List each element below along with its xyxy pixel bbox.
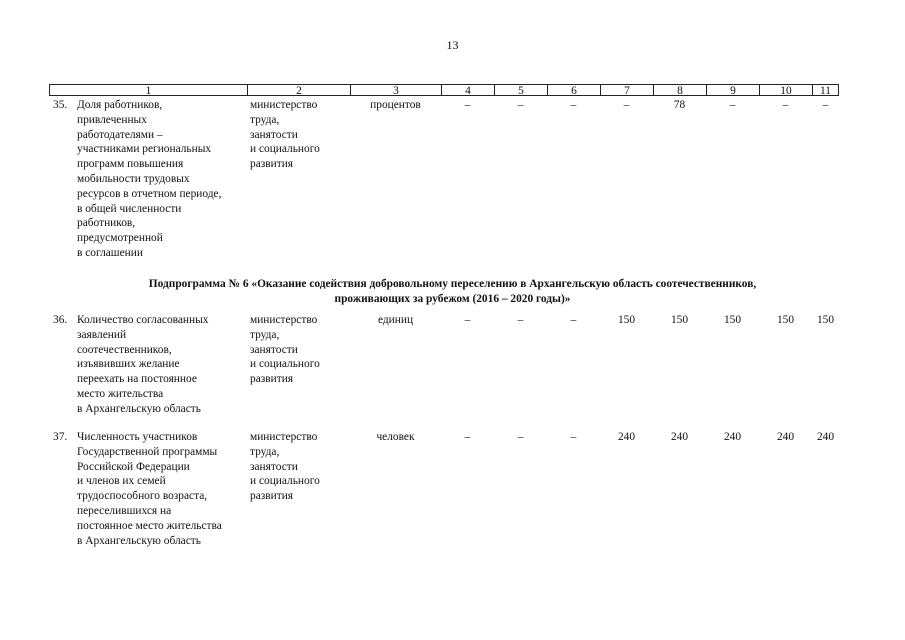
value-col-8: 78 (673, 99, 686, 111)
value-col-4: – (464, 431, 471, 443)
value-col-8: 240 (670, 431, 689, 443)
value-col-8: 150 (670, 314, 689, 326)
value-col-5: – (517, 314, 524, 326)
column-header-7: 7 (600, 84, 653, 96)
column-header-11: 11 (812, 84, 839, 96)
value-col-7: 150 (617, 314, 636, 326)
column-header-2: 2 (247, 84, 350, 96)
unit-of-measure: процентов (370, 99, 421, 111)
value-col-4: – (464, 99, 471, 111)
responsible-ministry: министерство труда, занятости и социального развития (250, 314, 320, 386)
column-header-8: 8 (653, 84, 706, 96)
value-col-9: 150 (723, 314, 742, 326)
column-header-3: 3 (350, 84, 441, 96)
value-col-6: – (570, 99, 577, 111)
value-col-11: 240 (816, 431, 835, 443)
value-col-9: 240 (723, 431, 742, 443)
indicator-name: Доля работников, привлеченных работодателями – участниками региональных программ повышения мобильности трудовых ресурсов в отчетном периоде, в общей численности работников, предусмотренной в соглашении (77, 99, 222, 259)
indicator-name: Количество согласованных заявлений соотечественников, изъявивших желание переехать на постоянное место жительства в Архангельскую область (77, 314, 209, 415)
unit-of-measure: единиц (377, 314, 414, 326)
responsible-ministry: министерство труда, занятости и социального развития (250, 431, 320, 503)
value-col-6: – (570, 314, 577, 326)
value-col-10: – (782, 99, 789, 111)
value-col-7: – (623, 99, 630, 111)
value-col-6: – (570, 431, 577, 443)
column-header-5: 5 (494, 84, 547, 96)
value-col-7: 240 (617, 431, 636, 443)
column-header-10: 10 (759, 84, 812, 96)
row-index: 36. (53, 314, 68, 326)
column-header-4: 4 (441, 84, 494, 96)
value-col-10: 150 (776, 314, 795, 326)
value-col-4: – (464, 314, 471, 326)
value-col-11: – (822, 99, 829, 111)
value-col-9: – (729, 99, 736, 111)
unit-of-measure: человек (376, 431, 415, 443)
value-col-5: – (517, 99, 524, 111)
indicator-name: Численность участников Государственной программы Российской Федерации и членов их семей трудоспособного возраста, переселившихся на постоянное место жительства в Архангельскую область (77, 431, 222, 547)
responsible-ministry: министерство труда, занятости и социального развития (250, 99, 320, 171)
column-header-9: 9 (706, 84, 759, 96)
column-header-row (49, 84, 839, 97)
row-index: 37. (53, 431, 68, 443)
row-index: 35. (53, 99, 68, 111)
value-col-10: 240 (776, 431, 795, 443)
column-header-6: 6 (547, 84, 600, 96)
column-header-1: 1 (49, 84, 247, 96)
value-col-11: 150 (816, 314, 835, 326)
value-col-5: – (517, 431, 524, 443)
page-number: 13 (446, 38, 459, 52)
subprogram-heading: Подпрограмма № 6 «Оказание содействия добровольному переселению в Архангельскую область соотечественников, проживающих за рубежом (2016 – 2020 годы)» (148, 278, 757, 305)
